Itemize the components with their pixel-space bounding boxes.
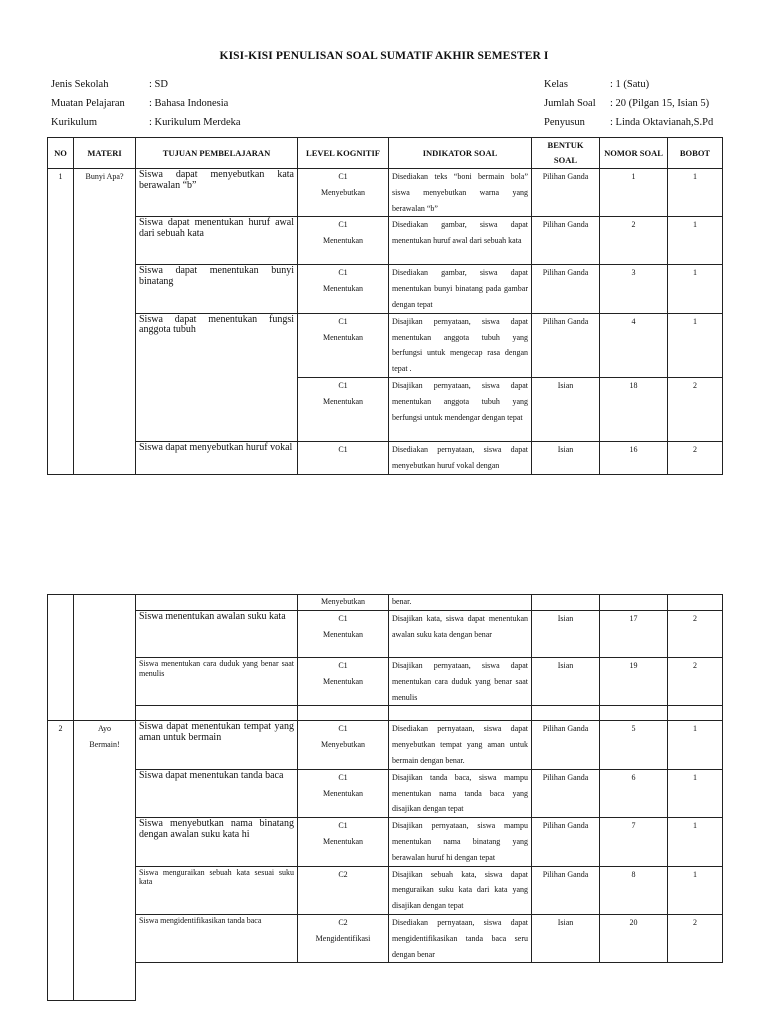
- info-value: : Linda Oktavianah,S.Pd: [610, 117, 714, 128]
- cell-nomor: 16: [600, 441, 668, 474]
- info-value: : 1 (Satu): [610, 79, 650, 90]
- table-row: [48, 265, 723, 313]
- cell-nomor: 3: [600, 265, 668, 313]
- cell-nomor: [600, 706, 668, 721]
- cell-bobot: 2: [668, 441, 723, 474]
- cell-level: [298, 658, 389, 706]
- cell-level: [298, 769, 389, 817]
- cell-bentuk: Pilihan Ganda: [532, 818, 600, 866]
- cell-tujuan: Siswa dapat menentukan bunyi binatang: [136, 265, 298, 313]
- cell-bentuk: Isian: [532, 611, 600, 658]
- info-row-kelas: [544, 75, 713, 94]
- cell-nomor: 17: [600, 611, 668, 658]
- cell-nomor: 4: [600, 313, 668, 377]
- level-verb: Menentukan: [323, 836, 363, 846]
- cell-nomor: 1: [600, 169, 668, 217]
- cell-indikator: Disediakan teks “boni bermain bola” siswa menyebutkan warna yang berawalan “b”: [389, 169, 532, 217]
- cell-bentuk: Pilihan Ganda: [532, 721, 600, 769]
- header-no: NO: [48, 138, 74, 169]
- cell-no: 2: [48, 721, 74, 1001]
- cell-indikator: Disediakan pernyataan, siswa dapat menyebutkan tempat yang aman untuk bermain dengan benar.: [389, 721, 532, 769]
- info-row-jumlah-soal: [544, 94, 713, 113]
- cell-tujuan: Siswa menentukan cara duduk yang benar saat menulis: [136, 658, 298, 706]
- cell-bentuk: [532, 706, 600, 721]
- header-bentuk: BENTUK SOAL: [532, 138, 600, 169]
- level-code: C1: [338, 661, 348, 670]
- level-code: C1: [338, 614, 348, 623]
- cell-indikator: Disajikan kata, siswa dapat menentukan awalan suku kata dengan benar: [389, 611, 532, 658]
- cell-bentuk: Isian: [532, 914, 600, 962]
- level-verb: Menentukan: [323, 236, 363, 246]
- level-code: C2: [338, 869, 348, 879]
- info-left: [51, 75, 241, 132]
- header-materi: MATERI: [74, 138, 136, 169]
- table-row: [48, 818, 723, 866]
- cell-indikator: Disajikan pernyataan, siswa dapat menentukan cara duduk yang benar saat menulis: [389, 658, 532, 706]
- level-verb: Menentukan: [323, 396, 363, 406]
- table-row: [48, 721, 723, 769]
- cell-tujuan: Siswa dapat menyebutkan huruf vokal: [136, 441, 298, 474]
- cell-nomor: 20: [600, 914, 668, 962]
- cell-level: [298, 866, 389, 914]
- cell-level: [298, 313, 389, 377]
- header-indikator: INDIKATOR SOAL: [389, 138, 532, 169]
- table-row: [48, 866, 723, 914]
- table-row: [48, 441, 723, 474]
- info-label: Kurikulum: [51, 117, 98, 128]
- cell-materi: Ayo Bermain!: [74, 721, 136, 1001]
- cell-bentuk: Pilihan Ganda: [532, 313, 600, 377]
- cell-level: [298, 706, 389, 721]
- level-code: C2: [338, 917, 348, 927]
- cell-bentuk: Pilihan Ganda: [532, 769, 600, 817]
- cell-bobot: 1: [668, 217, 723, 265]
- cell-level: [298, 217, 389, 265]
- cell-bobot: 2: [668, 658, 723, 706]
- info-row-penyusun: [544, 113, 713, 132]
- info-label: Kelas: [544, 79, 568, 90]
- cell-bentuk: Pilihan Ganda: [532, 169, 600, 217]
- cell-no: [48, 595, 74, 721]
- level-code: C1: [338, 268, 348, 278]
- cell-bobot: 1: [668, 265, 723, 313]
- cell-indikator: Disediakan gambar, siswa dapat menentukan bunyi binatang pada gambar dengan tepat: [389, 265, 532, 313]
- info-row-jenis-sekolah: [51, 75, 241, 94]
- cell-bobot: 1: [668, 818, 723, 866]
- cell-no: 1: [48, 169, 74, 475]
- cell-bobot: 1: [668, 169, 723, 217]
- cell-level: [298, 611, 389, 658]
- cell-level: [298, 914, 389, 962]
- cell-bobot: [668, 706, 723, 721]
- cell-tujuan: [136, 706, 298, 721]
- info-value: : Kurikulum Merdeka: [149, 117, 241, 128]
- level-verb: Menyebutkan: [321, 740, 365, 750]
- level-verb: Menyebutkan: [321, 187, 365, 197]
- level-code: C1: [338, 316, 348, 326]
- cell-nomor: 18: [600, 377, 668, 441]
- level-code: C1: [338, 821, 348, 831]
- table-row: [48, 611, 723, 658]
- cell-tujuan: Siswa dapat menentukan huruf awal dari sebuah kata: [136, 217, 298, 265]
- cell-bentuk: [532, 595, 600, 611]
- level-code: C1: [338, 724, 348, 734]
- cell-tujuan: [136, 595, 298, 611]
- cell-bentuk: Pilihan Ganda: [532, 265, 600, 313]
- level-verb: Menentukan: [323, 629, 363, 639]
- cell-bobot: 2: [668, 914, 723, 962]
- kisi-kisi-table-page-2: [47, 594, 723, 1001]
- cell-tail-blank: [136, 963, 298, 1001]
- level-code: C1: [338, 444, 348, 454]
- document-title: KISI-KISI PENULISAN SOAL SUMATIF AKHIR SEMESTER I: [219, 50, 549, 62]
- table-row-tail: [48, 963, 723, 1001]
- cell-indikator: Disajikan tanda baca, siswa mampu menentukan nama tanda baca yang disajikan dengan tepat: [389, 769, 532, 817]
- cell-level: [298, 377, 389, 441]
- cell-nomor: 7: [600, 818, 668, 866]
- table-row: [48, 169, 723, 217]
- cell-tujuan: Siswa dapat menentukan tempat yang aman untuk bermain: [136, 721, 298, 769]
- cell-tujuan: Siswa dapat menyebutkan kata berawalan “b”: [136, 169, 298, 217]
- level-verb: Menentukan: [323, 676, 363, 686]
- cell-bobot: [668, 595, 723, 611]
- cell-level: [298, 721, 389, 769]
- cell-level: [298, 169, 389, 217]
- cell-level: [298, 818, 389, 866]
- info-label: Jenis Sekolah: [51, 79, 109, 90]
- cell-indikator: Disajikan pernyataan, siswa dapat menentukan anggota tubuh yang berfungsi untuk mendengar dengan tepat: [389, 377, 532, 441]
- info-label: Penyusun: [544, 117, 585, 128]
- header-bobot: BOBOT: [668, 138, 723, 169]
- table-row-continued: [48, 595, 723, 611]
- cell-indikator: benar.: [389, 595, 532, 611]
- cell-nomor: 5: [600, 721, 668, 769]
- info-row-kurikulum: [51, 113, 241, 132]
- cell-nomor: 8: [600, 866, 668, 914]
- cell-bobot: 2: [668, 377, 723, 441]
- cell-tujuan: Siswa menentukan awalan suku kata: [136, 611, 298, 658]
- level-code: C1: [338, 380, 348, 390]
- cell-tujuan: Siswa menyebutkan nama binatang dengan awalan suku kata hi: [136, 818, 298, 866]
- cell-bentuk: Pilihan Ganda: [532, 217, 600, 265]
- cell-indikator: Disediakan pernyataan, siswa dapat mengidentifikasikan tanda baca seru dengan benar: [389, 914, 532, 962]
- info-row-muatan-pelajaran: [51, 94, 241, 113]
- cell-nomor: 2: [600, 217, 668, 265]
- info-value: : SD: [149, 79, 168, 90]
- cell-indikator: Disediakan pernyataan, siswa dapat menyebutkan huruf vokal dengan: [389, 441, 532, 474]
- level-verb: Menentukan: [323, 332, 363, 342]
- cell-indikator: [389, 706, 532, 721]
- cell-indikator: Disajikan pernyataan, siswa dapat menentukan anggota tubuh yang berfungsi untuk mengecap rasa dengan tepat .: [389, 313, 532, 377]
- info-value: : 20 (Pilgan 15, Isian 5): [610, 98, 710, 109]
- level-verb: Menentukan: [323, 788, 363, 798]
- cell-bobot: 1: [668, 313, 723, 377]
- cell-materi: [74, 595, 136, 721]
- level-code: C1: [338, 772, 348, 782]
- table-row: [48, 914, 723, 962]
- header-tujuan: TUJUAN PEMBELAJARAN: [136, 138, 298, 169]
- cell-bobot: 2: [668, 611, 723, 658]
- cell-materi: Bunyi Apa?: [74, 169, 136, 475]
- cell-indikator: Disajikan sebuah kata, siswa dapat menguraikan suku kata dari kata yang disajikan dengan tepat: [389, 866, 532, 914]
- cell-nomor: 19: [600, 658, 668, 706]
- cell-bentuk: Isian: [532, 441, 600, 474]
- cell-level: Menyebutkan: [298, 595, 389, 611]
- info-value: : Bahasa Indonesia: [149, 98, 229, 109]
- cell-bentuk: Isian: [532, 658, 600, 706]
- table-row: [48, 769, 723, 817]
- info-label: Jumlah Soal: [544, 98, 596, 109]
- cell-bentuk: Isian: [532, 377, 600, 441]
- table-row: [48, 658, 723, 706]
- info-right: [544, 75, 713, 132]
- cell-level: [298, 441, 389, 474]
- cell-nomor: 6: [600, 769, 668, 817]
- level-code: C1: [338, 220, 348, 230]
- header-level: LEVEL KOGNITIF: [298, 138, 389, 169]
- cell-bobot: 1: [668, 866, 723, 914]
- cell-bobot: 1: [668, 721, 723, 769]
- cell-tujuan: Siswa dapat menentukan tanda baca: [136, 769, 298, 817]
- cell-tujuan: Siswa mengidentifikasikan tanda baca: [136, 914, 298, 962]
- table-header-row: [48, 138, 723, 169]
- cell-tujuan: Siswa dapat menentukan fungsi anggota tubuh: [136, 313, 298, 441]
- cell-level: [298, 265, 389, 313]
- header-nomor: NOMOR SOAL: [600, 138, 668, 169]
- cell-tujuan: Siswa menguraikan sebuah kata sesuai suku kata: [136, 866, 298, 914]
- cell-indikator: Disediakan gambar, siswa dapat menentukan huruf awal dari sebuah kata: [389, 217, 532, 265]
- level-verb: Menentukan: [323, 284, 363, 294]
- kisi-kisi-table-page-1: [47, 137, 723, 475]
- table-row-empty: [48, 706, 723, 721]
- info-label: Muatan Pelajaran: [51, 98, 125, 109]
- cell-indikator: Disajikan pernyataan, siswa mampu menentukan nama binatang yang berawalan huruf hi dengan tepat: [389, 818, 532, 866]
- table-row: [48, 313, 723, 377]
- cell-bentuk: Pilihan Ganda: [532, 866, 600, 914]
- level-code: C1: [338, 172, 348, 181]
- cell-nomor: [600, 595, 668, 611]
- cell-bobot: 1: [668, 769, 723, 817]
- level-verb: Mengidentifikasi: [315, 933, 371, 943]
- table-row: [48, 217, 723, 265]
